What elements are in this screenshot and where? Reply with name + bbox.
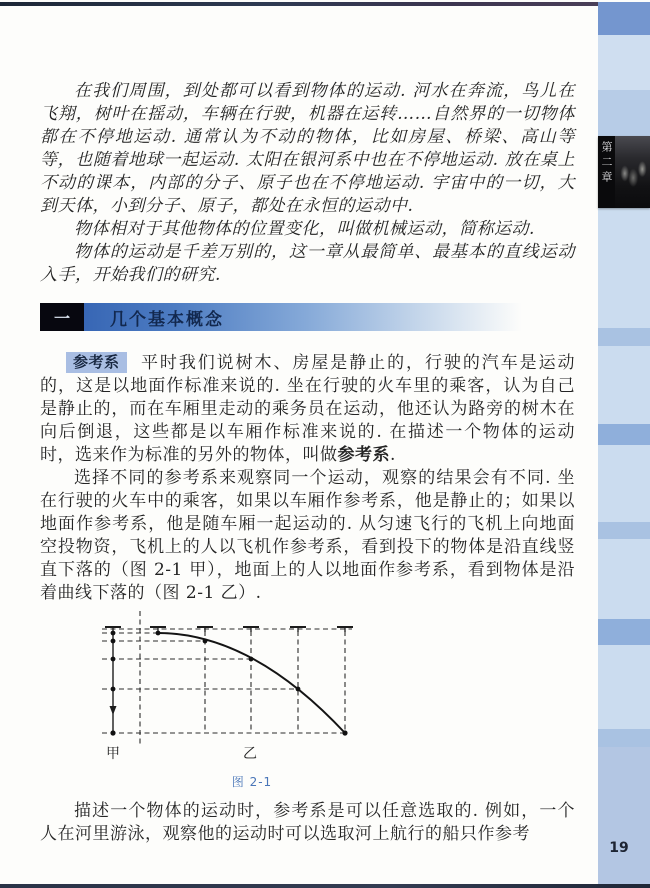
page-content <box>40 80 575 846</box>
top-rule <box>0 2 598 6</box>
strip-band <box>598 747 650 884</box>
concept-bold-term: 参考系 <box>337 445 390 465</box>
intro-paragraph-3: 物体的运动是千差万别的，这一章从最简单、最基本的直线运动入手，开始我们的研究. <box>40 242 575 285</box>
section-header <box>40 303 522 331</box>
dashed-grid <box>102 611 352 747</box>
object-positions-curve <box>156 631 348 736</box>
bottom-rule <box>0 884 650 888</box>
figure-diagram <box>82 605 422 765</box>
intro-section <box>40 80 575 287</box>
strip-band <box>598 328 650 346</box>
figure-caption: 图 2-1 <box>231 775 273 789</box>
strip-band <box>598 35 650 90</box>
strip-band <box>598 2 650 35</box>
down-arrow-icon <box>110 706 117 715</box>
strip-band <box>598 346 650 424</box>
strip-band <box>598 445 650 522</box>
intro-paragraph-2: 物体相对于其他物体的位置变化，叫做机械运动，简称运动. <box>74 219 535 239</box>
section-number-box: 一 <box>40 303 84 331</box>
concept-paragraph-2: 选择不同的参考系来观察同一个运动，观察的结果会有不同. 坐在行驶的火车中的乘客，如果以车厢作参考系，他是静止的；如果以地面作参考系，他是随车厢一起运动的. 从匀速飞行的飞机上向地面空投物资，飞机上的人以飞机作参考系，看到投下的物体是沿直线竖直下落的（图 2-1 甲），地面上的人以地面作参考系，看到物体是沿着曲线下落的（图 2-1 乙）. <box>40 468 575 603</box>
strip-band <box>598 619 650 645</box>
strip-band <box>598 522 650 539</box>
chapter-tab <box>598 136 650 208</box>
intro-paragraph-1: 在我们周围，到处都可以看到物体的运动. 河水在奔流，鸟儿在飞翔，树叶在摇动，车辆在行驶，机器在运转……自然界的一切物体都在不停地运动. 通常认为不动的物体，比如房屋、桥梁、高山等等，也随着地球一起运动. 太阳在银河系中也在不停地运动. 放在桌上不动的课本，内部的分子、原子也在不停地运动. 宇宙中的一切，大到天体，小到分子、原子，都处在永恒的运动中. <box>40 81 575 216</box>
section-title: 几个基本概念 <box>110 309 224 330</box>
strip-band <box>598 208 650 328</box>
chapter-tab-label: 第二章 <box>598 136 615 208</box>
closing-paragraph: 描述一个物体的运动时，参考系是可以任意选取的. 例如，一个人在河里游泳，观察他的运动时可以选取河上航行的船只作参考 <box>40 801 575 844</box>
strip-band <box>598 729 650 747</box>
strip-band <box>598 539 650 619</box>
straight-fall-line <box>110 633 117 733</box>
figure-label-yi: 乙 <box>243 746 257 762</box>
figure-label-jia: 甲 <box>106 746 120 762</box>
strip-band <box>598 424 650 445</box>
term-badge-reference-frame: 参考系 <box>66 352 127 373</box>
chapter-side-strip <box>598 2 650 884</box>
chapter-photo-runners <box>615 136 650 208</box>
concept-paragraph-1-period: . <box>390 445 396 465</box>
figure-2-1 <box>82 605 422 790</box>
strip-band <box>598 90 650 136</box>
page-number: 19 <box>609 840 629 856</box>
concept-paragraph-1 <box>40 352 575 467</box>
strip-band <box>598 645 650 729</box>
concept-paragraph-1-text: 平时我们说树木、房屋是静止的，行驶的汽车是运动的，这是以地面作标准来说的. 坐在行驶的火车里的乘客，认为自己是静止的，而在车厢里走动的乘务员在运动，他还认为路旁的树木在向后倒退，这些都是以车厢作标准来说的. 在描述一个物体的运动时，选来作为标准的另外的物体，叫做 <box>40 353 575 465</box>
